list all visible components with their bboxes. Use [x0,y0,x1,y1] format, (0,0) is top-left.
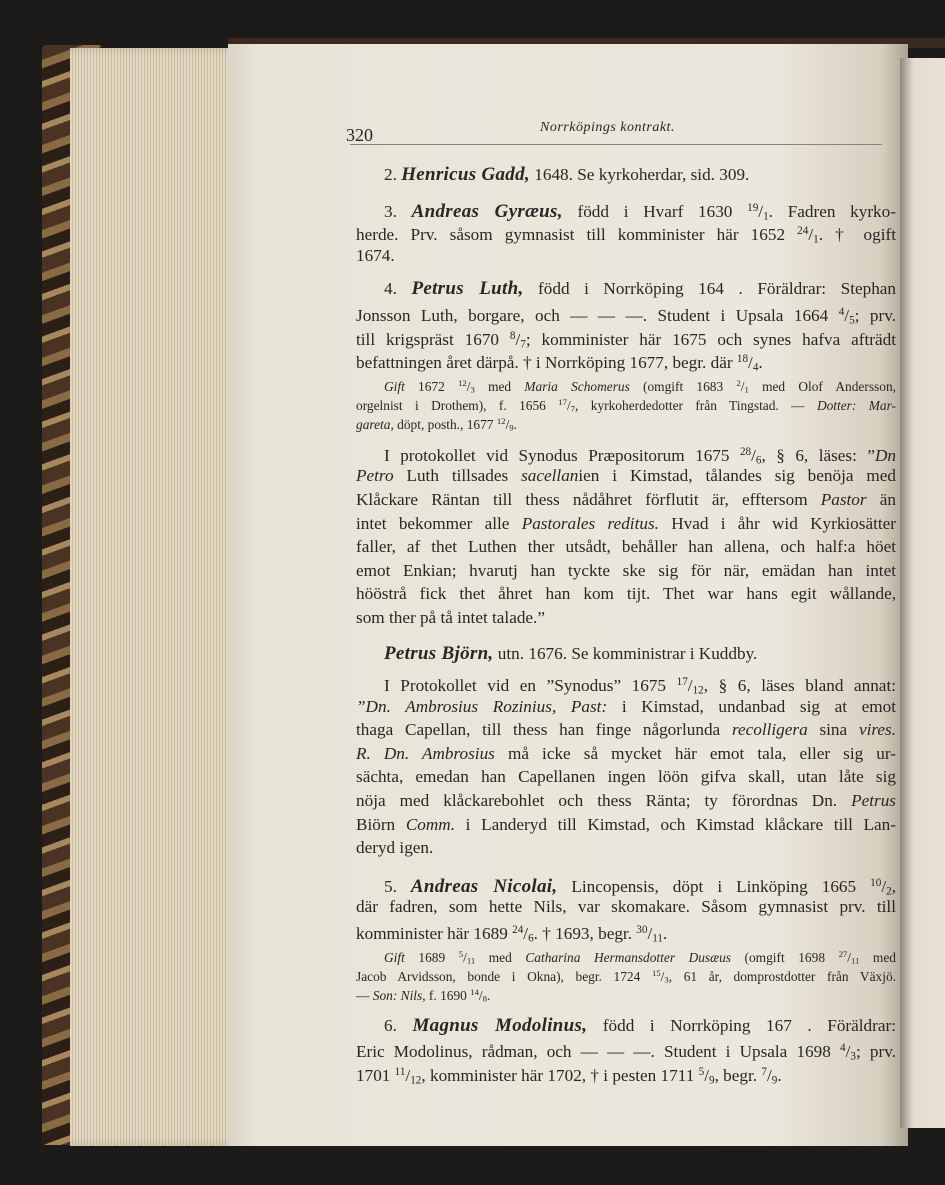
text-segment: . [663,924,668,944]
text-line [356,464,896,488]
text-segment: 11 [394,1065,406,1078]
text-segment: . † ogift [818,225,896,245]
page-edges-stack [70,48,240,1146]
text-segment: 3 [664,974,669,985]
text-line [356,919,896,943]
text-segment: Klåckare Räntan till thess nådåhret förflutit är, efftersom [356,489,821,509]
text-segment: , § 6, läses bland annat: [703,676,896,696]
text-segment: 7 [520,337,526,350]
entry-paragraph [356,197,896,268]
text-segment: befattningen året därpå. † i Norrköping 1677, begr. där [356,353,737,373]
text-segment: . [513,416,518,432]
text-segment: R. Dn. Ambrosius [356,743,495,763]
text-segment: Hvad i åhr wid Kyrkiosätter [658,513,896,533]
text-segment: vires. [858,720,897,740]
page-number: 320 [346,125,373,145]
text-segment: 18 [736,353,749,366]
text-segment: I Protokollet vid en ”Synodus” 1675 [384,676,677,696]
text-segment: — [356,987,373,1003]
text-segment: 3 [470,384,475,395]
text-segment: 5. [384,876,411,896]
text-segment: / [844,306,850,326]
text-segment: 4 [752,361,759,374]
text-segment: . Fadren kyrko- [768,201,896,221]
entry-paragraph [356,1014,896,1085]
text-segment: 11 [652,932,664,945]
text-segment: 11 [466,955,476,966]
text-segment: (omgift 1698 [730,949,839,965]
text-segment: Lincopensis, döpt i Linköping 1665 [557,876,871,896]
text-segment: 11 [851,955,860,966]
text-segment: / [505,416,510,432]
text-line [356,765,896,789]
text-segment: 3 [850,1050,856,1063]
text-segment: sacellan [521,466,579,486]
text-segment: 2 [736,377,741,388]
text-segment: 1689 [404,949,459,965]
text-segment: / [758,201,764,221]
facing-page-edge [900,58,945,1128]
text-segment: med [859,949,896,965]
text-segment: 17 [558,396,567,407]
text-segment: / [566,397,571,413]
text-segment: Maria Schomerus [524,378,630,394]
text-segment: 17 [676,676,688,689]
text-segment: sina [807,720,859,740]
text-segment: 2 [886,885,892,898]
text-segment: hööstrå fick thet åhret han kom tijt. Thet war hans egit wållande, [356,584,896,604]
text-segment: / [751,445,756,465]
text-line [356,393,896,412]
text-segment: , f. 1690 [422,987,471,1003]
text-segment: Biörn [356,814,406,834]
text-line [356,671,896,695]
text-line [356,535,896,559]
text-segment: som ther på tå intet talade.” [356,607,545,627]
text-segment: ”Dn. Ambrosius Rozinius, Past: [356,696,608,716]
text-segment: Dotter: Mar- [816,397,896,413]
text-segment: . [777,1065,782,1085]
entry-paragraph [356,671,896,860]
text-segment: / [748,353,753,373]
text-segment: / [740,378,745,394]
text-segment: ; prv. [854,306,896,326]
text-segment: 30 [636,924,648,937]
text-segment: Luth tillsades [393,466,522,486]
text-line [356,718,896,742]
text-segment: (omgift 1683 [629,378,737,394]
text-segment: 14 [470,986,479,997]
page-body [356,163,897,1087]
text-line [356,559,896,583]
text-segment: 6 [528,932,534,945]
text-segment: , 61 år, domprostdotter från Växjö. [668,968,896,984]
entry-name: Andreas Nicolai, [410,875,558,897]
text-segment: 7 [761,1065,767,1078]
text-segment: 24 [512,924,524,937]
text-segment: 15 [651,967,661,978]
entry-name: Petrus Luth, [411,278,524,300]
text-segment: född i Norrköping 167 . Föräldrar: [587,1015,896,1035]
entry-name: Magnus Modolinus, [412,1014,588,1036]
text-segment: thaga Capellan, till thess han finge någorlunda [356,720,732,740]
text-segment: 8 [482,993,488,1004]
text-segment: / [478,987,483,1003]
text-line [356,582,896,606]
text-segment: deryd igen. [356,838,434,858]
text-segment: 12 [496,415,506,426]
text-segment: Pastor [820,489,867,509]
text-segment: 27 [838,948,848,959]
text-segment: i Kimstad, undanbad sig at emot [607,696,896,716]
text-segment: 6 [755,454,762,467]
text-segment: / [687,676,693,696]
text-segment: 3. [384,201,412,221]
text-line [356,197,896,221]
text-segment: , [891,876,896,896]
text-segment: 1648. Se kyrkoherdar, sid. 309. [529,165,750,184]
text-segment: 8 [509,329,516,342]
entry-paragraph [356,441,896,630]
text-segment: , döpt, posth., 1677 [390,416,497,432]
text-segment: I protokollet vid Synodus Præpositorum 1675 [384,445,740,465]
text-segment: med Olof Andersson, [748,378,896,394]
footnote-paragraph [356,945,896,1002]
text-segment: född i Norrköping 164 . Föräldrar: Stephan [523,279,897,299]
text-line [356,1061,896,1085]
text-line [356,220,896,244]
text-segment: 7 [570,403,576,414]
text-segment: 5 [849,314,855,327]
text-segment: 12 [410,1074,422,1087]
text-segment: 4 [838,305,845,318]
text-line [356,1037,896,1061]
text-line [356,813,896,837]
text-segment: , komminister här 1702, † i pesten 1711 [421,1065,699,1085]
text-segment: ; komminister här 1675 och synes hafva afträdt [525,329,896,349]
text-line [356,325,896,349]
text-segment: 12 [692,684,704,697]
text-line [356,695,896,719]
text-segment: 12 [458,377,467,388]
text-line [356,606,896,630]
text-segment: / [647,924,653,944]
text-line [356,244,896,268]
text-segment: med [474,378,525,394]
text-segment: / [847,949,851,965]
text-segment: 1 [763,209,769,222]
text-line [356,789,896,813]
text-line [356,983,896,1002]
text-segment: / [766,1065,772,1085]
text-segment: 1674. [356,245,395,265]
text-segment: må icke så mycket här emot tala, eller sig ur- [494,743,897,763]
text-segment: 19 [747,201,759,214]
text-segment: 1 [744,384,749,395]
page-text [346,118,897,1087]
text-segment: . † 1693, begr. [533,924,637,944]
text-line [356,348,896,372]
entry-name: Petrus Björn, [384,642,494,664]
text-segment: 24 [797,225,809,238]
text-segment: med [475,949,526,965]
text-segment: sächta, emedan han Capellanen ingen löön gifva skall, utan låte sig [356,767,896,787]
text-line [356,945,896,964]
text-segment: recolligera [731,720,808,740]
entry-paragraph [356,872,896,943]
text-segment: , § 6, läses: ” [761,445,875,465]
text-segment: / [845,1042,851,1062]
entry-paragraph [356,642,896,666]
text-segment: Catharina Hermansdotter Dusæus [525,949,731,965]
text-segment: till krigspräst 1670 [356,329,510,349]
text-segment: 4 [840,1042,846,1055]
text-segment: 5 [698,1065,705,1078]
text-segment: 5 [458,948,464,959]
text-line [356,374,896,393]
entry-paragraph [356,163,896,187]
text-segment: 6. [384,1015,413,1035]
text-line [356,1014,896,1038]
text-segment: utn. 1676. Se komministrar i Kuddby. [493,643,758,663]
running-title: Norrköpings kontrakt. [540,120,675,135]
text-segment: , begr. [714,1065,762,1085]
text-segment: / [515,329,521,349]
text-segment: , kyrkoherdedotter från Tingstad. — [575,397,817,413]
text-line [356,742,896,766]
text-segment: 1701 [356,1065,395,1085]
text-segment: Petrus [851,791,896,811]
text-segment: 1672 [404,378,459,394]
text-segment: än [866,489,896,509]
text-segment: Comm. [405,814,455,834]
text-segment: 9 [708,1074,715,1087]
text-segment: 9 [771,1074,778,1087]
text-segment: faller, af thet Luthen ther utsådt, behåller han allena, och half:a höet [356,537,896,557]
text-segment: Pastorales reditus. [521,513,659,533]
entry-paragraph [356,277,897,374]
entry-name: Andreas Gyræus, [411,200,563,222]
text-segment: Eric Modolinus, rådman, och — — —. Student i Upsala 1698 [356,1042,840,1062]
text-segment: född i Hvarf 1630 [562,201,748,221]
text-segment: Son: Nils [372,987,423,1003]
text-segment: Gift [384,949,405,965]
text-segment: Dn [874,445,896,465]
text-segment: 2. [384,165,402,184]
text-segment: intet bekommer alle [356,513,522,533]
text-segment: / [660,968,665,984]
running-header [346,118,882,145]
text-segment: emot Enkian; hvarutj han tyckte ske sig för när, emädan han intet [356,560,896,580]
text-segment: ien i Kimstad, tålandes sig benöja med [578,466,896,486]
text-line [356,301,896,325]
entry-name: Henricus Gadd, [401,164,530,185]
text-line [356,488,896,512]
text-segment: 28 [739,445,752,458]
text-line [356,964,896,983]
text-segment: gareta [356,416,391,432]
text-line [356,512,896,536]
text-segment: / [808,225,814,245]
footnote-paragraph [356,374,896,431]
text-line [356,642,896,666]
text-segment: i Landeryd till Kimstad, och Kimstad klåckare till Lan- [455,814,896,834]
text-segment: . [758,353,763,373]
text-line [356,412,896,431]
text-segment: 1 [813,233,819,246]
text-segment: / [523,924,529,944]
text-segment: herde. Prv. såsom gymnasist till komminister här 1652 [356,225,798,245]
text-segment: 4. [384,279,412,299]
text-segment: 9 [509,422,514,433]
text-line [356,163,896,187]
text-line [356,277,896,301]
text-segment: Jonsson Luth, borgare, och — — —. Student i Upsala 1664 [356,306,839,326]
text-segment: ; prv. [855,1042,896,1062]
text-segment: 10 [870,876,882,889]
text-segment: / [405,1065,411,1085]
text-segment: komminister här 1689 [356,924,513,944]
text-segment: Petro [356,466,394,486]
text-segment: . [487,987,491,1003]
text-line [356,441,896,465]
text-segment: / [463,949,467,965]
text-line [356,836,896,860]
text-segment: orgelnist i Drothem), f. 1656 [356,397,559,413]
text-line [356,872,896,896]
text-segment: där fadren, som hette Nils, var skomakare. Såsom gymnasist prv. till [356,897,896,917]
text-segment: nöja med klåckarebohlet och thess Ränta; ty förordnas Dn. [356,791,852,811]
text-segment: Jacob Arvidsson, bonde i Okna), begr. 1724 [356,968,652,984]
text-segment: / [881,876,887,896]
text-line [356,895,896,919]
text-segment: Gift [384,378,405,394]
text-segment: / [704,1065,709,1085]
text-segment: / [466,378,471,394]
